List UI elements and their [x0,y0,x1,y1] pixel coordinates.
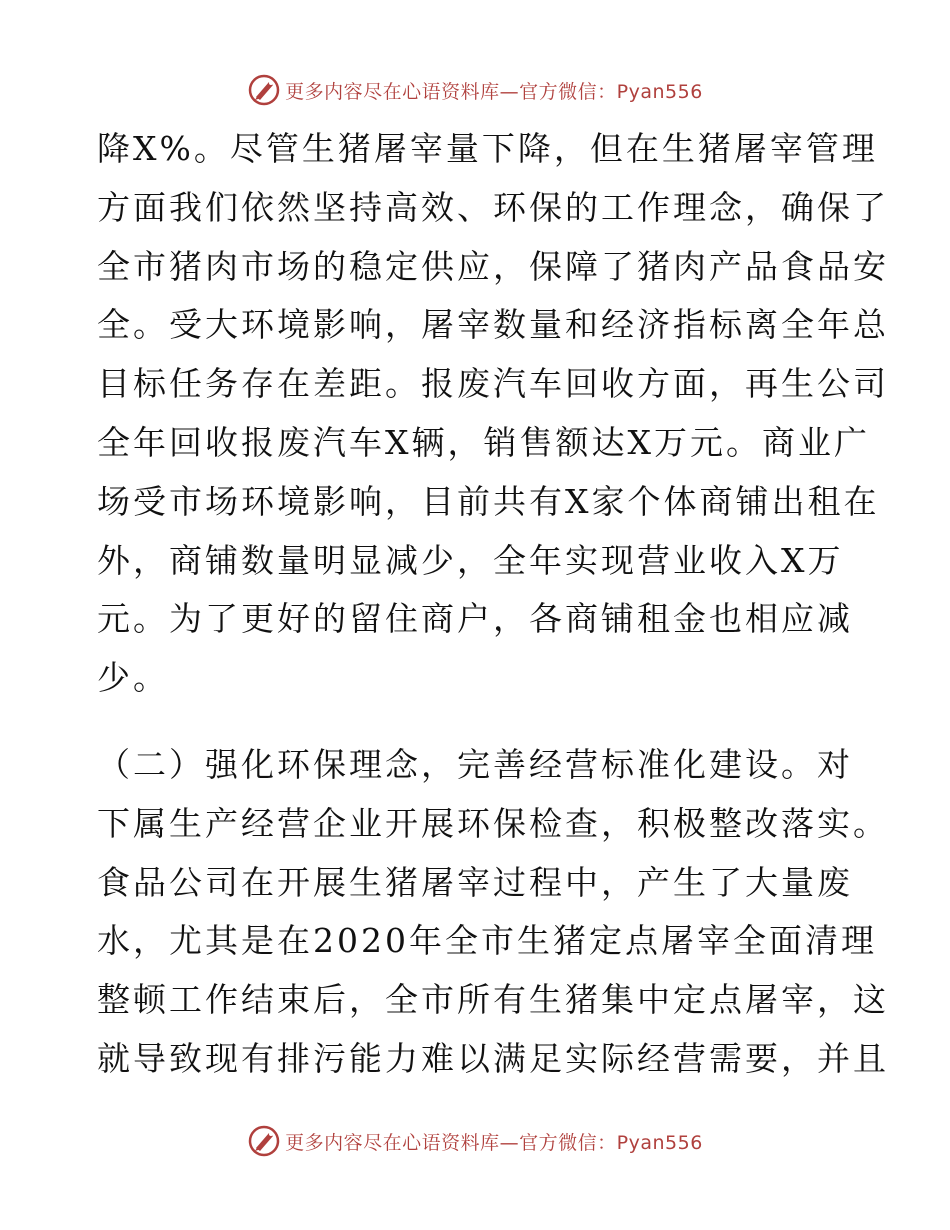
text-line: 少。 [97,658,169,698]
text-line: 全年回收报废汽车X辆，销售额达X万元。商业广 [97,422,870,462]
pen-logo-icon [247,73,281,107]
text-line: 元。为了更好的留住商户，各商铺租金也相应减 [97,599,853,639]
text-line: 整顿工作结束后，全市所有生猪集中定点屠宰，这 [97,980,889,1020]
paragraph-gap [97,708,857,736]
document-body [97,120,889,1089]
header-watermark-text: 更多内容尽在心语资料库—官方微信：Pyan556 [285,80,703,103]
pen-logo-icon [247,1124,281,1158]
text-line: 目标任务存在差距。报废汽车回收方面，再生公司 [97,364,889,404]
text-line: 外，商铺数量明显减少，全年实现营业收入X万 [97,540,844,580]
text-line: 场受市场环境影响，目前共有X家个体商铺出租在 [97,481,880,521]
text-line: 全。受大环境影响，屠宰数量和经济指标离全年总 [97,305,889,345]
text-line: 方面我们依然坚持高效、环保的工作理念，确保了 [97,187,889,227]
footer-watermark-text: 更多内容尽在心语资料库—官方微信：Pyan556 [285,1131,703,1154]
text-line: （二）强化环保理念，完善经营标准化建设。对 [97,744,853,784]
text-line: 水，尤其是在2020年全市生猪定点屠宰全面清理 [97,921,877,961]
header-watermark [0,70,950,110]
text-line: 全市猪肉市场的稳定供应，保障了猪肉产品食品安 [97,246,889,286]
paragraph-2 [97,736,889,1089]
text-line: 食品公司在开展生猪屠宰过程中，产生了大量废 [97,862,853,902]
paragraph-1 [97,120,889,708]
text-line: 降X%。尽管生猪屠宰量下降，但在生猪屠宰管理 [97,129,878,168]
text-line: 就导致现有排污能力难以满足实际经营需要，并且 [97,1038,889,1078]
text-line: 下属生产经营企业开展环保检查，积极整改落实。 [97,803,889,843]
footer-watermark [0,1121,950,1161]
